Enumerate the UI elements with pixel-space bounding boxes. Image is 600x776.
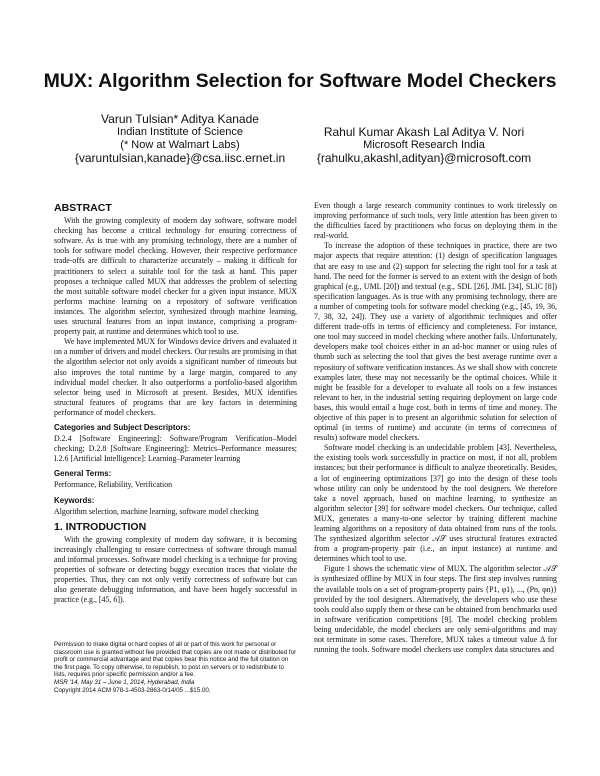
general-terms-heading: General Terms: [54,469,112,479]
author-names-left: Varun Tulsian* Aditya Kanade [101,112,259,126]
conference-info: MSR '14, May 31 – June 1, 2014, Hyderabad, India [54,678,195,686]
keywords-heading: Keywords: [54,495,95,505]
right-paragraph-2: To increase the adoption of these techniques in practice, there are two major aspects that require attention: (1) design of specification languages that are easy to use and (2) support for selecting the right tool for a task at hand. The need for the former is served to an extent with the design of both graphical (e.g., UML [20]) and textual (e.g., SDL [26], JML [34], SLIC [8]) specification languages. As is true with any promising technology, there are a number of competing tools for software model checking (e.g., [45, 19, 36, 7, 38, 32, 24]). They use a variety of algorithmic techniques and offer different trade-offs in terms of efficiency and completeness. For instance, one tool may succeed in model checking where another fails. Unfortunately, developers make tool choices either in an ad-hoc manner or using rules of thumb such as selecting the tool that gives the best average runtime over a repository of software verification instances. As we shall show with concrete examples later, these may not necessarily be the optimal choices. While it might be feasible for a developer to evaluate all tools on a few instances relevant to her, in the industrial setting requiring deployment on large code bases, this would entail a huge cost, both in terms of time and money. The objective of this paper is to present an algorithmic solution for selection of optimal (in terms of runtime) and accurate (in terms of correctness of results) software model checkers. [314,241,557,443]
copyright-info: Copyright 2014 ACM 978-1-4503-2863-0/14/05 ...$15.00. [54,686,211,694]
left-column [54,201,297,605]
right-paragraph-1: Even though a large research community continues to work tirelessly on improving performance of such tools, very little attention has been given to the difficulties faced by practitioners who focus on deploying them in the real-world. [314,201,557,241]
keywords-text: Algorithm selection, machine learning, software model checking [54,506,259,516]
email-left: {varuntulsian,kanade}@csa.iisc.ernet.in [74,151,286,165]
abstract-paragraph-1: With the growing complexity of modern day software, software model checking has become a critical technology for ensuring correctness of software. As is true with any promising technology, there are a number of tools for software model checking. However, their respective performance trade-offs are difficult to characterize accurately – making it difficult for practitioners to select a suitable tool for the task at hand. This paper proposes a technique called MUX that addresses the problem of selecting the most suitable software model checker for a given input instance. MUX performs machine learning on a repository of software verification instances. The algorithm selector, synthesized through machine learning, uses structural features from an input instance, comprising a program-property pair, at runtime and determines which tool to use. [54,216,297,337]
categories-text: D.2.4 [Software Engineering]: Software/Program Verification–Model checking; D.2.8 [Software Engineering]: Metrics–Performance measures; I.2.6 [Artificial Intelligence]: Learning–Parameter learning [54,434,297,464]
right-column [314,201,557,655]
author-names-right: Rahul Kumar Akash Lal Aditya V. Nori [323,125,525,139]
permission-text: Permission to make digital or hard copies of all or part of this work for personal or classroom use is granted without fee provided that copies are not made or distributed for profit or commercial advantage and that copies bear this notice and the full citation on the first page. To copy otherwise, to republish, to post on servers or to redistribute to lists, requires prior specific permission and/or a fee. [54,641,297,679]
affiliation-right: Microsoft Research India [363,139,485,151]
right-paragraph-4: Figure 1 shows the schematic view of MUX. The algorithm selector 𝒜𝒮 is synthesized offline by MUX in four steps. The first step involves running the available tools on a set of program-property pairs {P1, φ1), ..., (Pn, φn)} provided by the tool designers. Alternatively, the developers who use these tools could also supply them or these can be obtained from benchmarks used in software verification competitions [9]. The model checking problem being undecidable, the model checkers are only semi-algorithms and may not terminate in some cases. Therefore, MUX takes a timeout value Δ for running the tools. Software model checkers use complex data structures and [314,564,557,655]
intro-paragraph-1: With the growing complexity of modern day software, it is becoming increasingly challenging to ensure correctness of software through manual and informal processes. Software model checking is a technique for proving properties of software or detecting buggy execution traces that violate the properties. Thus, they can not only verify correctness of software but can also generate debugging information, and have been hugely successful in practice (e.g., [45, 6]). [54,534,297,605]
authors-left [60,113,300,165]
affiliation-left: Indian Institute of Science [117,126,243,138]
general-terms-text: Performance, Reliability, Verification [54,480,173,490]
intro-heading: 1. INTRODUCTION [54,520,147,533]
permission-block [54,641,297,694]
categories-heading: Categories and Subject Descriptors: [54,422,191,432]
paper-title: MUX: Algorithm Selection for Software Model Checkers [43,70,557,92]
author-note: (* Now at Walmart Labs) [120,139,240,151]
authors-right [308,126,540,165]
right-paragraph-3: Software model checking is an undecidable problem [43]. Nevertheless, the existing tools work successfully in practice on most, if not all, problem instances; but their performance is difficult to analyze theoretically. Besides, a lot of engineering optimizations [37] go into the design of these tools whose utility can only be understood by the tool designers. We therefore take a novel approach, based on machine learning, to synthesize an algorithm selector [39] for software model checkers. Our technique, called MUX, generates a many-to-one selector by training different machine learning algorithms on a repository of data obtained from runs of the tools. The synthesized algorithm selector 𝒜𝒮 uses structural features extracted from a program-property pair (i.e., an input instance) at runtime and determines which tool to use. [314,443,557,564]
abstract-paragraph-2: We have implemented MUX for Windows device drivers and evaluated it on a number of drivers and model checkers. Our results are promising in that the algorithm selector not only avoids a significant number of timeouts but also improves the total runtime by a large margin, compared to any individual model checker. It also outperforms a portfolio-based algorithm selector being used in Microsoft at present. Besides, MUX identifies structural features of programs that are key factors in determining performance of model checkers. [54,337,297,417]
abstract-heading: ABSTRACT [54,202,112,214]
email-right: {rahulku,akashl,adityan}@microsoft.com [316,151,532,165]
